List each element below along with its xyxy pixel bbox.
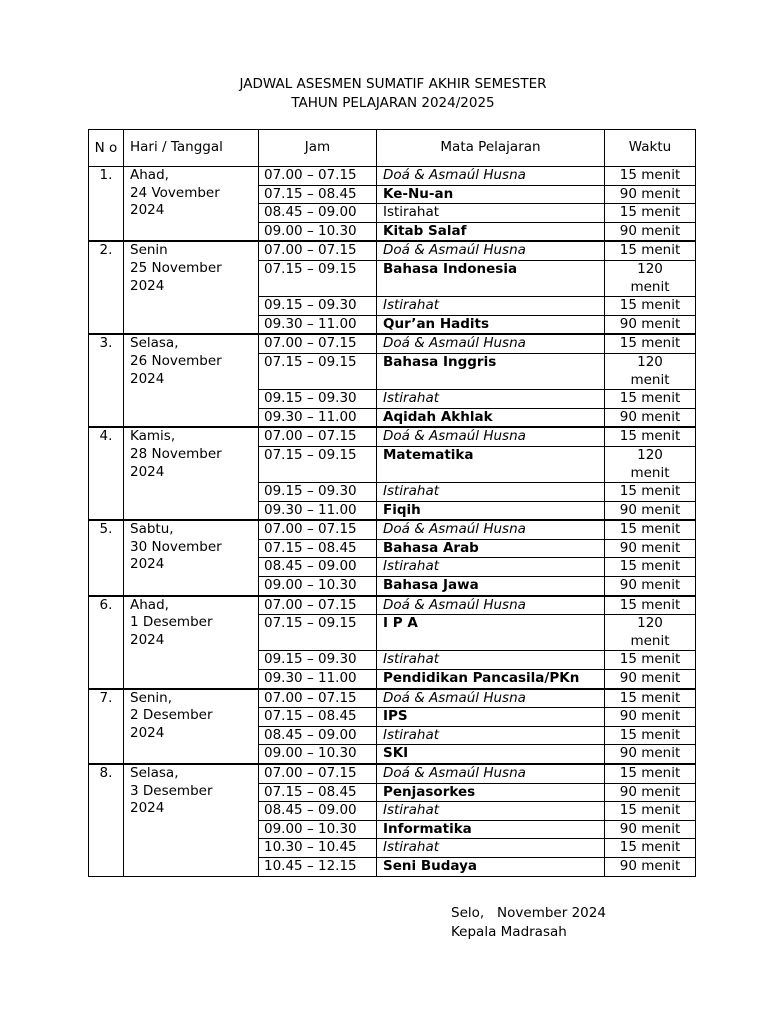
day-date-line: 2024 — [130, 370, 165, 387]
cell-mata-pelajaran: Doá & Asmaúl Husna — [377, 427, 605, 446]
day-number: 2. — [89, 241, 124, 334]
cell-waktu: 15 menit — [605, 167, 696, 186]
cell-waktu: 15 menit — [605, 764, 696, 783]
header-waktu: Waktu — [605, 130, 696, 167]
cell-jam: 09.15 – 09.30 — [259, 651, 377, 670]
day-date-line: 2 Desember — [130, 707, 213, 724]
cell-waktu: 15 menit — [605, 726, 696, 745]
table-row — [89, 764, 696, 783]
cell-mata-pelajaran: Bahasa Arab — [377, 539, 605, 558]
cell-waktu: 90 menit — [605, 745, 696, 764]
header-row — [89, 130, 696, 167]
cell-mata-pelajaran: Istirahat — [377, 483, 605, 502]
cell-waktu: 15 menit — [605, 802, 696, 821]
day-date-line: 1 Desember — [130, 614, 213, 631]
cell-jam: 07.00 – 07.15 — [259, 596, 377, 615]
cell-mata-pelajaran: Penjasorkes — [377, 783, 605, 802]
day-date — [124, 427, 259, 520]
cell-mata-pelajaran: Istirahat — [377, 558, 605, 577]
day-date — [124, 520, 259, 595]
day-date-line: Ahad, — [130, 596, 169, 613]
day-group — [89, 427, 696, 520]
day-date-line: 2024 — [130, 556, 165, 573]
header-mata-pelajaran: Mata Pelajaran — [377, 130, 605, 167]
cell-mata-pelajaran: Bahasa Indonesia — [377, 260, 605, 296]
cell-jam: 08.45 – 09.00 — [259, 558, 377, 577]
day-date-line: Selasa, — [130, 765, 179, 781]
cell-waktu: 90 menit — [605, 539, 696, 558]
cell-mata-pelajaran: Doá & Asmaúl Husna — [377, 520, 605, 539]
cell-mata-pelajaran: Doá & Asmaúl Husna — [377, 167, 605, 186]
day-group — [89, 689, 696, 764]
cell-waktu: 90 menit — [605, 222, 696, 241]
header-jam: Jam — [259, 130, 377, 167]
day-date — [124, 241, 259, 334]
day-date — [124, 596, 259, 689]
cell-mata-pelajaran: SKI — [377, 745, 605, 764]
cell-waktu: 90 menit — [605, 783, 696, 802]
cell-mata-pelajaran: Doá & Asmaúl Husna — [377, 596, 605, 615]
table-row — [89, 596, 696, 615]
cell-waktu: 15 menit — [605, 241, 696, 260]
header-no: N o — [89, 130, 124, 167]
cell-jam: 09.30 – 11.00 — [259, 670, 377, 689]
day-number: 8. — [89, 764, 124, 876]
cell-jam: 07.15 – 09.15 — [259, 615, 377, 651]
cell-mata-pelajaran: Istirahat — [377, 390, 605, 409]
day-number: 5. — [89, 520, 124, 595]
cell-jam: 09.15 – 09.30 — [259, 390, 377, 409]
day-date-line: 2024 — [130, 463, 165, 480]
cell-mata-pelajaran: Doá & Asmaúl Husna — [377, 689, 605, 708]
cell-waktu: 120 menit — [605, 615, 696, 651]
cell-jam: 07.15 – 08.45 — [259, 185, 377, 204]
day-date-line: 24 Vovember — [130, 184, 220, 201]
cell-jam: 07.00 – 07.15 — [259, 764, 377, 783]
cell-mata-pelajaran: Istirahat — [377, 839, 605, 858]
cell-waktu: 15 menit — [605, 427, 696, 446]
cell-jam: 07.15 – 09.15 — [259, 353, 377, 389]
day-date-line: Sabtu, — [130, 521, 174, 538]
cell-mata-pelajaran: Istirahat — [377, 651, 605, 670]
table-row — [89, 334, 696, 353]
cell-mata-pelajaran: Pendidikan Pancasila/PKn — [377, 670, 605, 689]
cell-waktu: 90 menit — [605, 501, 696, 520]
day-date-line: 2024 — [130, 724, 165, 741]
cell-waktu: 15 menit — [605, 204, 696, 223]
cell-waktu: 90 menit — [605, 857, 696, 876]
cell-jam: 08.45 – 09.00 — [259, 726, 377, 745]
cell-mata-pelajaran: Kitab Salaf — [377, 222, 605, 241]
cell-waktu: 90 menit — [605, 577, 696, 596]
cell-jam: 09.00 – 10.30 — [259, 745, 377, 764]
cell-waktu: 15 menit — [605, 297, 696, 316]
cell-waktu: 15 menit — [605, 651, 696, 670]
day-date-line: 2024 — [130, 277, 165, 294]
cell-jam: 07.00 – 07.15 — [259, 427, 377, 446]
day-date-line: 26 November — [130, 352, 222, 369]
cell-jam: 07.15 – 08.45 — [259, 539, 377, 558]
schedule-table — [88, 129, 696, 877]
document-title — [0, 75, 768, 113]
cell-jam: 08.45 – 09.00 — [259, 204, 377, 223]
cell-waktu: 15 menit — [605, 520, 696, 539]
day-date — [124, 167, 259, 242]
cell-waktu: 90 menit — [605, 408, 696, 427]
day-group — [89, 596, 696, 689]
cell-jam: 09.30 – 11.00 — [259, 315, 377, 334]
cell-mata-pelajaran: Ke-Nu-an — [377, 185, 605, 204]
cell-waktu: 90 menit — [605, 315, 696, 334]
cell-jam: 09.15 – 09.30 — [259, 297, 377, 316]
cell-mata-pelajaran: IPS — [377, 708, 605, 727]
title-line-1: JADWAL ASESMEN SUMATIF AKHIR SEMESTER — [239, 76, 547, 92]
table-row — [89, 427, 696, 446]
cell-mata-pelajaran: Istirahat — [377, 297, 605, 316]
cell-mata-pelajaran: Informatika — [377, 820, 605, 839]
day-date-line: 25 November — [130, 259, 222, 276]
cell-waktu: 15 menit — [605, 390, 696, 409]
cell-waktu: 90 menit — [605, 708, 696, 727]
day-date-line: Senin, — [130, 689, 173, 706]
day-date-line: Ahad, — [130, 167, 169, 183]
day-date — [124, 334, 259, 427]
day-date-line: 2024 — [130, 800, 165, 817]
cell-jam: 09.00 – 10.30 — [259, 222, 377, 241]
cell-mata-pelajaran: Bahasa Jawa — [377, 577, 605, 596]
day-number: 3. — [89, 334, 124, 427]
cell-waktu: 120 menit — [605, 353, 696, 389]
signature-block — [451, 904, 606, 942]
cell-jam: 07.15 – 09.15 — [259, 260, 377, 296]
cell-mata-pelajaran: Istirahat — [377, 802, 605, 821]
cell-jam: 09.30 – 11.00 — [259, 501, 377, 520]
cell-jam: 08.45 – 09.00 — [259, 802, 377, 821]
day-number: 7. — [89, 689, 124, 764]
day-date-line: 3 Desember — [130, 782, 213, 799]
cell-jam: 09.00 – 10.30 — [259, 577, 377, 596]
cell-jam: 07.15 – 08.45 — [259, 783, 377, 802]
cell-jam: 07.00 – 07.15 — [259, 167, 377, 186]
day-date-line: Kamis, — [130, 428, 176, 445]
signature-role: Kepala Madrasah — [451, 924, 567, 940]
cell-mata-pelajaran: Bahasa Inggris — [377, 353, 605, 389]
cell-mata-pelajaran: Seni Budaya — [377, 857, 605, 876]
cell-mata-pelajaran: Aqidah Akhlak — [377, 408, 605, 427]
day-date-line: 28 November — [130, 445, 222, 462]
cell-mata-pelajaran: Fiqih — [377, 501, 605, 520]
day-date-line: Selasa, — [130, 335, 179, 352]
header-hari-tanggal: Hari / Tanggal — [124, 130, 259, 167]
cell-waktu: 15 menit — [605, 558, 696, 577]
table-row — [89, 689, 696, 708]
day-group — [89, 334, 696, 427]
day-group — [89, 764, 696, 876]
cell-mata-pelajaran: Doá & Asmaúl Husna — [377, 241, 605, 260]
day-group — [89, 167, 696, 242]
cell-mata-pelajaran: Istirahat — [377, 726, 605, 745]
cell-waktu: 90 menit — [605, 185, 696, 204]
cell-waktu: 15 menit — [605, 483, 696, 502]
title-line-2: TAHUN PELAJARAN 2024/2025 — [291, 95, 495, 111]
day-date-line: 30 November — [130, 538, 222, 555]
cell-jam: 07.00 – 07.15 — [259, 241, 377, 260]
day-date-line: 2024 — [130, 631, 165, 648]
day-group — [89, 241, 696, 334]
cell-mata-pelajaran: Doá & Asmaúl Husna — [377, 764, 605, 783]
cell-jam: 07.15 – 09.15 — [259, 446, 377, 482]
cell-waktu: 15 menit — [605, 334, 696, 353]
cell-mata-pelajaran: Matematika — [377, 446, 605, 482]
day-group — [89, 520, 696, 595]
cell-jam: 09.00 – 10.30 — [259, 820, 377, 839]
table-row — [89, 520, 696, 539]
day-date — [124, 764, 259, 876]
cell-jam: 09.30 – 11.00 — [259, 408, 377, 427]
cell-waktu: 90 menit — [605, 670, 696, 689]
cell-mata-pelajaran: Istirahat — [377, 204, 605, 223]
cell-mata-pelajaran: Qur’an Hadits — [377, 315, 605, 334]
day-number: 6. — [89, 596, 124, 689]
day-date-line: Senin — [130, 242, 168, 259]
cell-jam: 10.30 – 10.45 — [259, 839, 377, 858]
cell-waktu: 120 menit — [605, 260, 696, 296]
cell-waktu: 120 menit — [605, 446, 696, 482]
day-number: 1. — [89, 167, 124, 242]
cell-jam: 09.15 – 09.30 — [259, 483, 377, 502]
cell-waktu: 15 menit — [605, 596, 696, 615]
cell-jam: 07.00 – 07.15 — [259, 689, 377, 708]
cell-jam: 07.15 – 08.45 — [259, 708, 377, 727]
table-row — [89, 167, 696, 186]
signature-place-date: Selo, November 2024 — [451, 905, 606, 921]
cell-waktu: 90 menit — [605, 820, 696, 839]
day-date — [124, 689, 259, 764]
cell-mata-pelajaran: Doá & Asmaúl Husna — [377, 334, 605, 353]
cell-jam: 10.45 – 12.15 — [259, 857, 377, 876]
cell-mata-pelajaran: I P A — [377, 615, 605, 651]
table-row — [89, 241, 696, 260]
day-date-line: 2024 — [130, 202, 165, 219]
day-number: 4. — [89, 427, 124, 520]
cell-jam: 07.00 – 07.15 — [259, 334, 377, 353]
cell-waktu: 15 menit — [605, 689, 696, 708]
cell-waktu: 15 menit — [605, 839, 696, 858]
cell-jam: 07.00 – 07.15 — [259, 520, 377, 539]
